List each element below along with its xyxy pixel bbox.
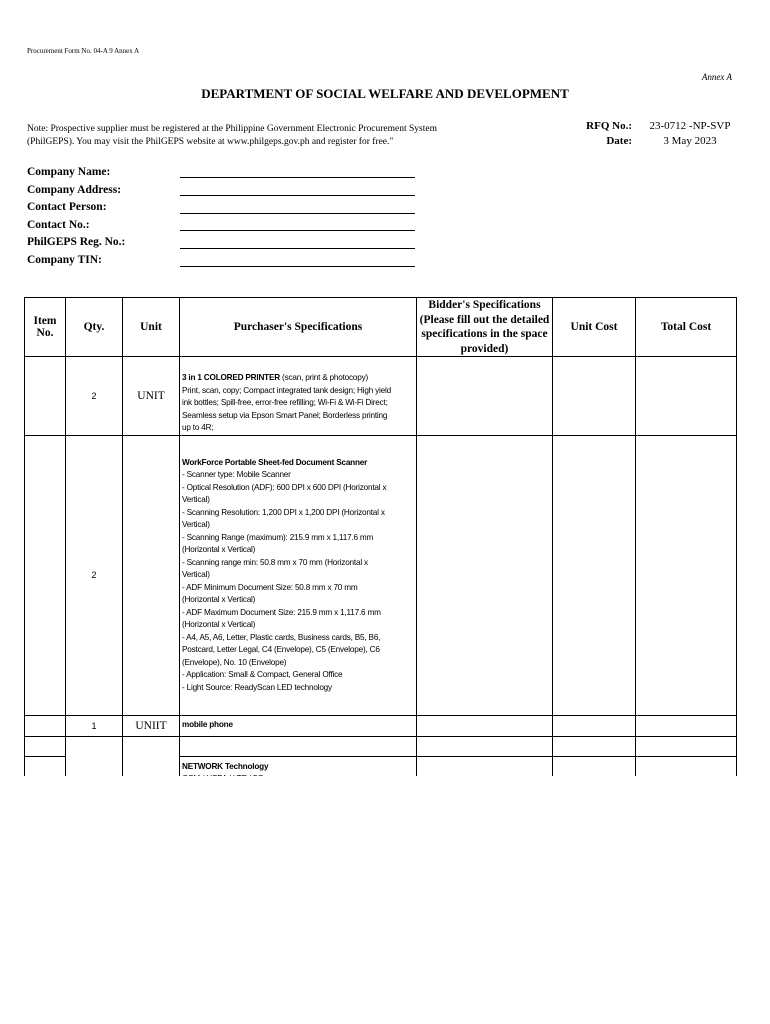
bidder-spec-cell[interactable] bbox=[417, 736, 553, 756]
rfq-labels bbox=[560, 119, 632, 149]
note-line-2: (PhilGEPS). You may visit the PhilGEPS website at www.philgeps.gov.ph and register for free." bbox=[27, 137, 394, 147]
header-unit: Unit bbox=[123, 298, 180, 357]
contact-person-label: Contact Person: bbox=[27, 201, 107, 214]
company-tin-field[interactable] bbox=[180, 266, 415, 267]
spec-line: - Scanning Resolution: 1,200 DPI x 1,200 DPI (Horizontal x bbox=[182, 507, 385, 517]
unit-cell bbox=[123, 435, 180, 715]
item-no-cell[interactable] bbox=[25, 357, 66, 436]
spec-title: WorkForce Portable Sheet-fed Document Scanner bbox=[182, 457, 368, 467]
spec-line: (Horizontal x Vertical) bbox=[182, 595, 256, 604]
philgeps-reg-label: PhilGEPS Reg. No.: bbox=[27, 236, 126, 249]
bidder-specs-note: (Please fill out the detailed specifications in the space provided) bbox=[419, 313, 550, 355]
rfq-no-label: RFQ No.: bbox=[586, 120, 632, 132]
contact-no-label: Contact No.: bbox=[27, 218, 90, 231]
page-blank-area bbox=[0, 776, 770, 1024]
total-cost-cell[interactable] bbox=[636, 715, 737, 736]
page-title: DEPARTMENT OF SOCIAL WELFARE AND DEVELOPMENT bbox=[201, 86, 569, 101]
table-row bbox=[25, 736, 737, 756]
spec-line: Vertical) bbox=[182, 495, 210, 504]
spec-line: - ADF Minimum Document Size: 50.8 mm x 70 mm bbox=[182, 582, 358, 592]
spec-title-suffix: (scan, print & photocopy) bbox=[279, 373, 369, 382]
company-address-field[interactable] bbox=[180, 195, 415, 196]
spec-line: - Optical Resolution (ADF): 600 DPI x 600 DPI (Horizontal x bbox=[182, 482, 387, 492]
purchaser-spec-cell bbox=[180, 715, 417, 736]
qty-cell: 2 bbox=[66, 435, 123, 715]
table-row bbox=[25, 357, 737, 436]
company-tin-label: Company TIN: bbox=[27, 253, 102, 266]
spec-line: - Scanning range min: 50.8 mm x 70 mm (Horizontal x bbox=[182, 557, 368, 567]
form-number: Procurement Form No. 04-A 9 Annex A bbox=[27, 47, 140, 55]
unit-cost-cell[interactable] bbox=[553, 357, 636, 436]
unit-cell: UNIIT bbox=[123, 715, 180, 736]
note-line-1: Note: Prospective supplier must be registered at the Philippine Government Electronic Procurement System bbox=[27, 124, 437, 134]
spec-line: - ADF Maximum Document Size: 215.9 mm x 1,117.6 mm bbox=[182, 607, 381, 617]
contact-no-field[interactable] bbox=[180, 230, 415, 231]
header-item-no: Item No. bbox=[25, 298, 66, 357]
spec-line: ink bottles; Spill-free, error-free refilling; Wi-Fi & Wi-Fi Direct; bbox=[182, 398, 388, 407]
purchaser-spec-cell bbox=[180, 357, 417, 436]
company-address-label: Company Address: bbox=[27, 183, 122, 196]
bidder-spec-cell[interactable] bbox=[417, 715, 553, 736]
table-header-row bbox=[25, 298, 737, 357]
registration-note bbox=[27, 123, 497, 149]
spec-line: - Scanning Range (maximum): 215.9 mm x 1,117.6 mm bbox=[182, 532, 374, 542]
total-cost-cell[interactable] bbox=[636, 357, 737, 436]
qty-cell bbox=[66, 736, 123, 756]
date-label: Date: bbox=[606, 135, 632, 147]
rfq-items-table bbox=[24, 297, 737, 797]
rfq-values bbox=[640, 119, 740, 149]
spec-line: - Scanner type: Mobile Scanner bbox=[182, 470, 291, 479]
bidder-specs-title: Bidder's Specifications bbox=[428, 299, 541, 311]
item-no-cell[interactable] bbox=[25, 435, 66, 715]
spec-line: up to 4R; bbox=[182, 423, 214, 432]
unit-cell: UNIT bbox=[123, 357, 180, 436]
spec-line: Postcard, Letter Legal, C4 (Envelope), C5 (Envelope), C6 bbox=[182, 645, 380, 654]
purchaser-spec-cell bbox=[180, 736, 417, 756]
spec-line: - A4, A5, A6, Letter, Plastic cards, Business cards, B5, B6, bbox=[182, 632, 381, 642]
spec-title: mobile phone bbox=[182, 720, 233, 730]
total-cost-cell[interactable] bbox=[636, 435, 737, 715]
unit-cost-cell[interactable] bbox=[553, 715, 636, 736]
spec-line: Vertical) bbox=[182, 520, 210, 529]
header-unit-cost: Unit Cost bbox=[553, 298, 636, 357]
item-no-cell[interactable] bbox=[25, 715, 66, 736]
annex-label: Annex A bbox=[701, 72, 732, 82]
header-purchaser-specs: Purchaser's Specifications bbox=[180, 298, 417, 357]
purchaser-spec-cell bbox=[180, 435, 417, 715]
header-total-cost: Total Cost bbox=[636, 298, 737, 357]
spec-line: Vertical) bbox=[182, 570, 210, 579]
table-row bbox=[25, 715, 737, 736]
bidder-spec-cell[interactable] bbox=[417, 357, 553, 436]
date-value: 3 May 2023 bbox=[663, 135, 717, 147]
unit-cost-cell[interactable] bbox=[553, 736, 636, 756]
company-name-field[interactable] bbox=[180, 177, 415, 178]
spec-title: NETWORK Technology bbox=[182, 761, 269, 771]
spec-line: (Horizontal x Vertical) bbox=[182, 620, 256, 629]
header-qty: Qty. bbox=[66, 298, 123, 357]
item-no-cell[interactable] bbox=[25, 736, 66, 756]
spec-line: - Light Source: ReadyScan LED technology bbox=[182, 682, 332, 692]
spec-line: Seamless setup via Epson Smart Panel; Borderless printing bbox=[182, 410, 388, 420]
contact-person-field[interactable] bbox=[180, 213, 415, 214]
spec-line: (Envelope), No. 10 (Envelope) bbox=[182, 657, 287, 667]
spec-line: - Application: Small & Compact, General Office bbox=[182, 670, 343, 679]
unit-cell bbox=[123, 736, 180, 756]
company-name-label: Company Name: bbox=[27, 166, 111, 178]
header-bidder-specs bbox=[417, 298, 553, 357]
company-field-labels bbox=[27, 164, 125, 270]
rfq-no-value: 23-0712 -NP-SVP bbox=[649, 120, 731, 132]
table-row bbox=[25, 435, 737, 715]
spec-line: Print, scan, copy; Compact integrated tank design; High yield bbox=[182, 385, 391, 395]
total-cost-cell[interactable] bbox=[636, 736, 737, 756]
bidder-spec-cell[interactable] bbox=[417, 435, 553, 715]
philgeps-reg-field[interactable] bbox=[180, 248, 415, 249]
unit-cost-cell[interactable] bbox=[553, 435, 636, 715]
qty-cell: 2 bbox=[66, 357, 123, 436]
spec-line: (Horizontal x Vertical) bbox=[182, 545, 256, 554]
qty-cell: 1 bbox=[66, 715, 123, 736]
spec-title: 3 in 1 COLORED PRINTER bbox=[182, 373, 280, 382]
